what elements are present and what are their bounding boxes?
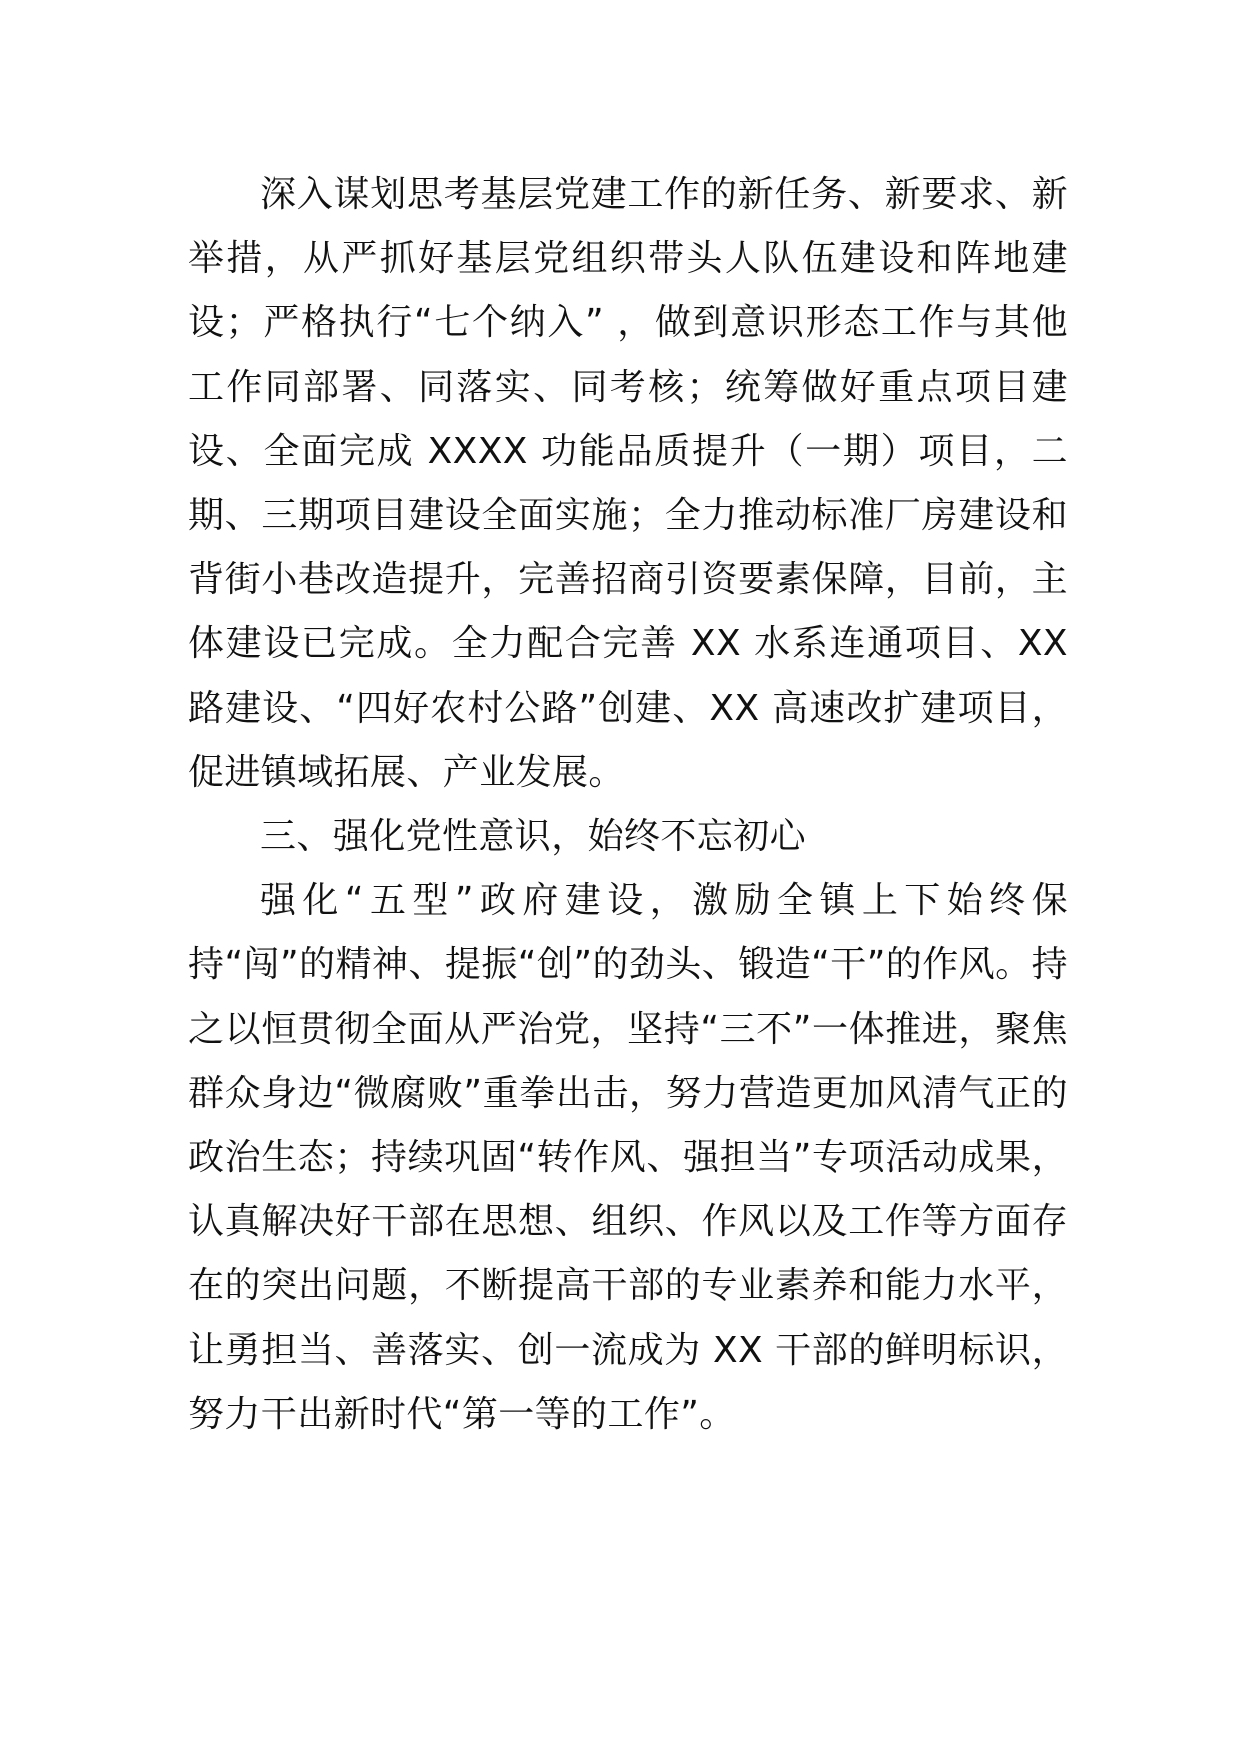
document-body <box>188 163 1068 1447</box>
body-paragraph-1: 深入谋划思考基层党建工作的新任务、新要求、新举措，从严抓好基层党组织带头人队伍建设和阵地建设；严格执行“七个纳入” ，做到意识形态工作与其他工作同部署、同落实、同考核；统筹做好重点项目建设、全面完成 XXXX 功能品质提升（一期）项目，二期、三期项目建设全面实施；全力推动标准厂房建设和背街小巷改造提升，完善招商引资要素保障，目前，主体建设已完成。全力配合完善 XX 水系连通项目、XX 路建设、“四好农村公路”创建、XX 高速改扩建项目，促进镇域拓展、产业发展。 <box>188 174 1068 793</box>
body-paragraph-2: 强化“五型”政府建设，激励全镇上下始终保持“闯”的精神、提振“创”的劲头、锻造“干”的作风。持之以恒贯彻全面从严治党，坚持“三不”一体推进，聚焦群众身边“微腐败”重拳出击，努力营造更加风清气正的政治生态；持续巩固“转作风、强担当”专项活动成果，认真解决好干部在思想、组织、作风以及工作等方面存在的突出问题，不断提高干部的专业素养和能力水平，让勇担当、善落实、创一流成为 XX 干部的鲜明标识，努力干出新时代“第一等的工作”。 <box>188 880 1068 1435</box>
section-heading-3: 三、强化党性意识，始终不忘初心 <box>260 816 807 858</box>
